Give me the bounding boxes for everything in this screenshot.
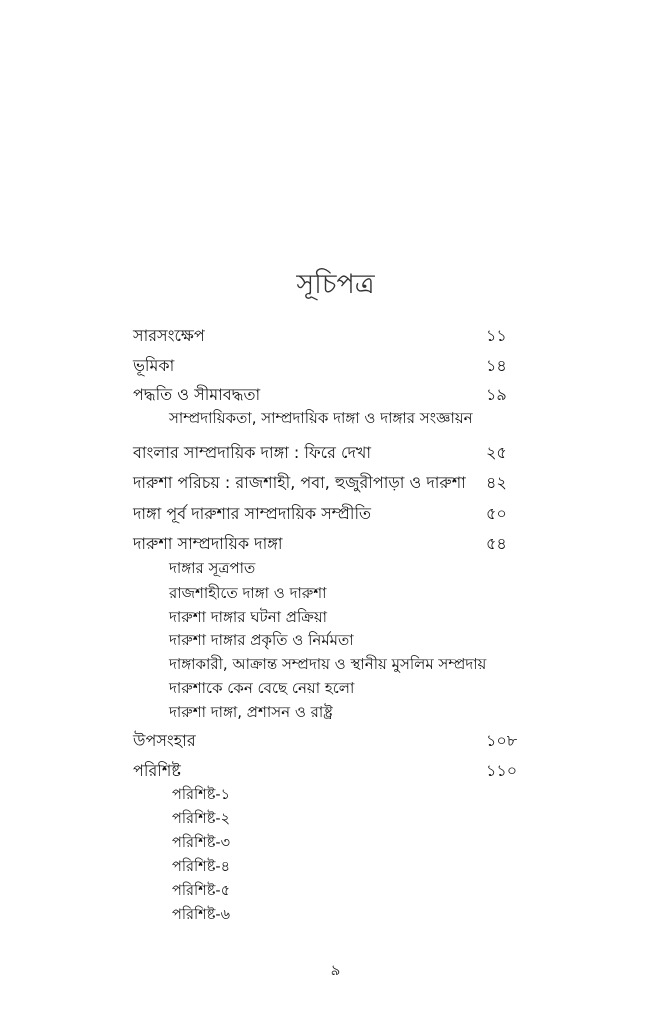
toc-entry-page: ১৪: [486, 356, 507, 375]
toc-subentry-label: পরিশিষ্ট-৩: [172, 835, 231, 851]
toc-entry-page: ৫০: [486, 504, 507, 523]
toc-entry-page: ৫৪: [486, 534, 507, 553]
toc-entry-page: ১০৮: [486, 731, 518, 750]
toc-entry-label: সারসংক্ষেপ: [133, 326, 205, 345]
toc-subentry-label: রাজশাহীতে দাঙ্গা ও দারুশা: [169, 584, 327, 602]
toc-subentry-label: দাঙ্গাকারী, আক্রান্ত সম্প্রদায় ও স্থানীয় মুসলিম সম্প্রদায়: [169, 655, 487, 673]
toc-subentry-label: পরিশিষ্ট-২: [172, 811, 231, 827]
toc-entry-page: ৪২: [486, 473, 507, 492]
toc-subentry-label: দারুশা দাঙ্গার প্রকৃতি ও নির্মমতা: [169, 631, 354, 649]
toc-subentry-label: পরিশিষ্ট-১: [172, 787, 231, 803]
toc-entry-label: বাংলার সাম্প্রদায়িক দাঙ্গা : ফিরে দেখা: [133, 443, 372, 462]
toc-subentry-label: দারুশাকে কেন বেছে নেয়া হলো: [169, 679, 355, 697]
toc-entry-label: উপসংহার: [133, 731, 196, 750]
toc-subentry-label: সাম্প্রদায়িকতা, সাম্প্রদায়িক দাঙ্গা ও দাঙ্গার সংজ্ঞায়ন: [169, 409, 473, 427]
page-title: সূচিপত্র: [296, 269, 375, 300]
toc-subentry-label: দারুশা দাঙ্গা, প্রশাসন ও রাষ্ট্র: [169, 703, 333, 721]
toc-entry-page: ১৯: [486, 385, 507, 404]
toc-subentry-label: দাঙ্গার সূত্রপাত: [169, 559, 256, 577]
toc-entry-label: পদ্ধতি ও সীমাবদ্ধতা: [133, 385, 261, 404]
toc-entry-label: ভূমিকা: [133, 356, 175, 375]
toc-entry-label: পরিশিষ্ট: [133, 761, 181, 780]
toc-entry-label: দারুশা সাম্প্রদায়িক দাঙ্গা: [133, 534, 283, 553]
toc-entry-label: দাঙ্গা পূর্ব দারুশার সাম্প্রদায়িক সম্প্রীতি: [133, 504, 372, 523]
toc-subentry-label: পরিশিষ্ট-৬: [172, 907, 231, 923]
toc-entry-page: ২৫: [486, 443, 507, 462]
toc-subentry-label: দারুশা দাঙ্গার ঘটনা প্রক্রিয়া: [169, 608, 328, 626]
toc-entry-label: দারুশা পরিচয় : রাজশাহী, পবা, হুজুরীপাড়া ও দারুশা: [133, 473, 466, 492]
toc-entry-page: ১১: [486, 326, 507, 345]
page-number: ৯: [330, 961, 341, 979]
toc-subentry-label: পরিশিষ্ট-৪: [172, 859, 231, 875]
toc-entry-page: ১১০: [486, 761, 518, 780]
toc-subentry-label: পরিশিষ্ট-৫: [172, 883, 231, 899]
